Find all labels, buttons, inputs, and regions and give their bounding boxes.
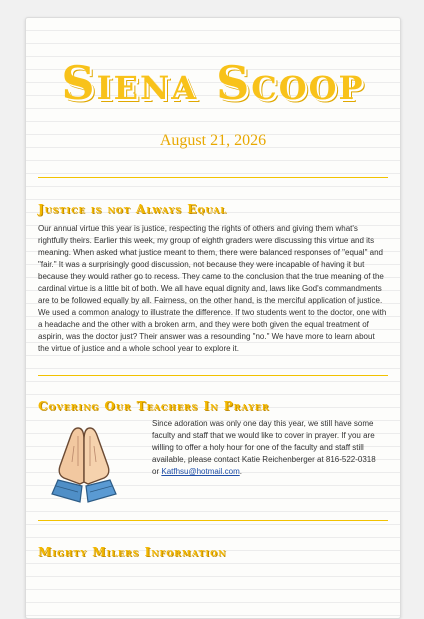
prayer-body: Since adoration was only one day this year, we still have some faculty and staff that we would like to cover in prayer. If you are willing to offer a holy hour for one of the faculty and staff still available, please contact Katie Reichenberger at 816-522-0318 or Katfhsu@hotmail.com.: [152, 419, 376, 476]
section-divider: [38, 520, 388, 521]
milers-heading: Mighty Milers Information: [38, 545, 227, 559]
justice-heading: Justice is not Always Equal: [38, 202, 227, 216]
prayer-heading: Covering Our Teachers In Prayer: [38, 399, 270, 413]
section-divider: [38, 375, 388, 376]
newsletter-date: August 21, 2026: [159, 132, 267, 149]
justice-body: Our annual virtue this year is justice, respecting the rights of others and giving them what's rightfully theirs. Earlier this week, my group of eighth graders were discussing this virtue and its meaning. When asked what justice meant to them, there were balanced responses of "equal" and "fair." It was a surprisingly good discussion, not because they were incapable of having it but because they would rather go to recess. They came to the conclusion that the true meaning of the cardinal virtue is a little bit of both. We all have equal dignity and, laws like God's commandments are to be followed equally by all. Fairness, on the other hand, is the merciful application of justice. We used a common analogy to illustrate the difference. If two students went to the doctor, one with a headache and the other with a broken arm, and they were both given the equal treatment of aspirin, was the doctor just? Their answer was a resounding "no." We have more to learn about the virtue of justice and a whole school year to explore it.: [38, 224, 387, 353]
newsletter-page: [25, 17, 401, 619]
newsletter-title: Siena Scoop: [61, 56, 365, 110]
section-divider: [38, 177, 388, 178]
praying-hands-icon: [48, 422, 120, 512]
contact-email-link[interactable]: Katfhsu@hotmail.com: [161, 467, 240, 476]
